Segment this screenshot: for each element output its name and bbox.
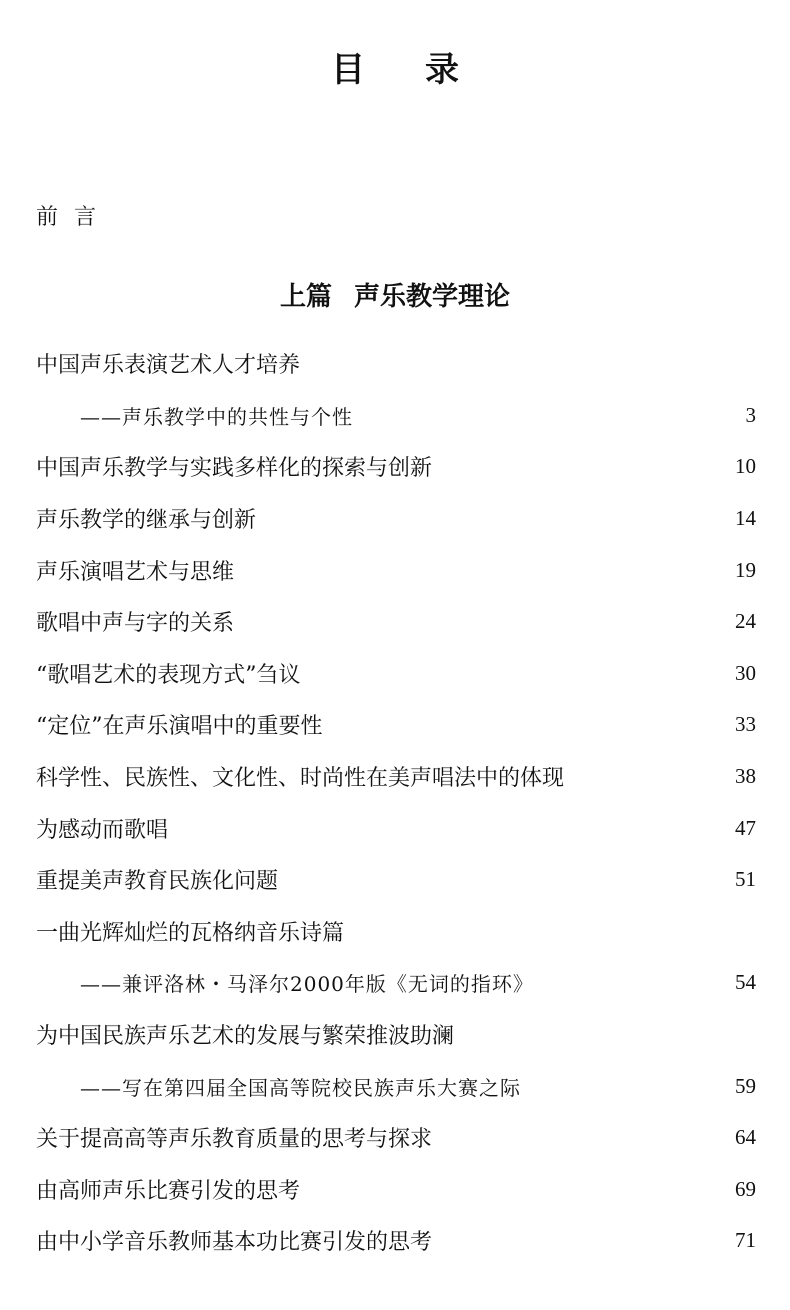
toc-page-number: 30 bbox=[735, 660, 756, 685]
preface-entry: 前言 bbox=[36, 205, 113, 230]
toc-entry-title: 声乐教学的继承与创新 bbox=[36, 508, 257, 534]
toc-row bbox=[36, 1164, 756, 1216]
toc-row bbox=[36, 1112, 756, 1164]
toc-row bbox=[36, 1009, 756, 1061]
toc-page-number: 69 bbox=[735, 1176, 756, 1201]
toc-page-number: 38 bbox=[735, 764, 756, 789]
toc-entry-title: 一曲光辉灿烂的瓦格纳音乐诗篇 bbox=[36, 920, 345, 946]
section-part-label: 上篇 bbox=[279, 282, 332, 312]
toc-entry-title: 声乐演唱艺术与思维 bbox=[36, 559, 235, 585]
toc-entry-title: “歌唱艺术的表现方式”刍议 bbox=[36, 662, 301, 688]
toc-row bbox=[36, 1215, 756, 1267]
toc-row-subtitle bbox=[36, 1060, 756, 1112]
toc-entry-title: 中国声乐教学与实践多样化的探索与创新 bbox=[36, 456, 433, 482]
toc-page-number: 33 bbox=[735, 712, 756, 737]
toc-entry-title: 由高师声乐比赛引发的思考 bbox=[36, 1178, 301, 1204]
toc-entry-title: 中国声乐表演艺术人才培养 bbox=[36, 353, 301, 379]
toc-row bbox=[36, 699, 756, 751]
toc-page-number: 24 bbox=[735, 609, 756, 634]
toc-entry-title: 科学性、民族性、文化性、时尚性在美声唱法中的体现 bbox=[36, 766, 565, 792]
toc-row bbox=[36, 544, 756, 596]
toc-entry-title: 为感动而歌唱 bbox=[36, 817, 169, 843]
toc-page-number: 71 bbox=[735, 1228, 756, 1253]
toc-row-subtitle bbox=[36, 957, 756, 1009]
toc-entry-subtitle: ——声乐教学中的共性与个性 bbox=[80, 404, 353, 429]
toc-page-number: 10 bbox=[735, 454, 756, 479]
toc-row bbox=[36, 441, 756, 493]
toc-entry-title: 由中小学音乐教师基本功比赛引发的思考 bbox=[36, 1230, 433, 1256]
toc-page-number: 14 bbox=[735, 506, 756, 531]
toc-entry-subtitle: ——兼评洛林・马泽尔2000年版《无词的指环》 bbox=[80, 972, 534, 997]
toc-row bbox=[36, 338, 756, 390]
toc-row bbox=[36, 493, 756, 545]
toc-row bbox=[36, 596, 756, 648]
toc-page-number: 64 bbox=[735, 1125, 756, 1150]
toc-entry-title: 关于提高高等声乐教育质量的思考与探求 bbox=[36, 1127, 433, 1153]
toc-entry-title: 重提美声教育民族化问题 bbox=[36, 869, 279, 895]
toc-row bbox=[36, 648, 756, 700]
toc-entry-title: 为中国民族声乐艺术的发展与繁荣推波助澜 bbox=[36, 1024, 455, 1050]
page-title: 目录 bbox=[331, 50, 519, 90]
toc-page-number: 47 bbox=[735, 815, 756, 840]
section-name: 声乐教学理论 bbox=[354, 282, 511, 312]
section-heading bbox=[0, 276, 790, 313]
toc-row bbox=[36, 854, 756, 906]
toc-entry-subtitle: ——写在第四届全国高等院校民族声乐大赛之际 bbox=[80, 1075, 521, 1100]
toc-row bbox=[36, 906, 756, 958]
toc-page-number: 51 bbox=[735, 867, 756, 892]
toc-list bbox=[36, 338, 756, 1267]
toc-page-number: 3 bbox=[745, 402, 756, 427]
toc-entry-title: “定位”在声乐演唱中的重要性 bbox=[36, 714, 323, 740]
toc-page-number: 19 bbox=[735, 557, 756, 582]
toc-entry-title: 歌唱中声与字的关系 bbox=[36, 611, 235, 637]
toc-row bbox=[36, 751, 756, 803]
toc-page-number: 59 bbox=[735, 1073, 756, 1098]
toc-row bbox=[36, 802, 756, 854]
toc-page-number: 54 bbox=[735, 970, 756, 995]
toc-row-subtitle bbox=[36, 390, 756, 442]
